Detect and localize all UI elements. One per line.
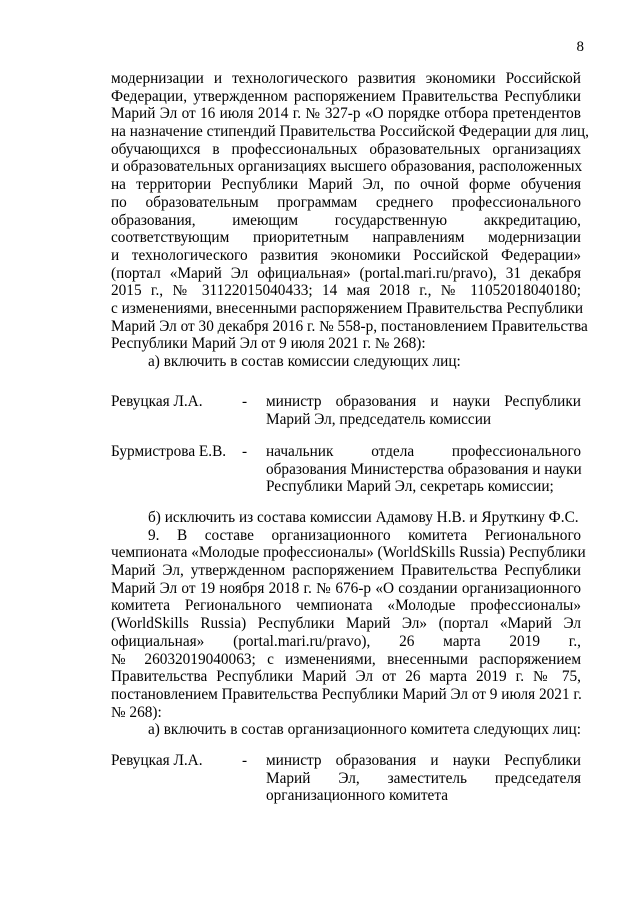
text-line: (WorldSkills Russia) Республики Марий Эл» (портал «Марий Эл (111, 615, 581, 633)
text-line: № 268): (111, 703, 162, 721)
role-line: Республики Марий Эл, секретарь комиссии; (266, 478, 554, 496)
item-a-commission: а) включить в состав комиссии следующих лиц: (148, 353, 461, 370)
text-line: модернизации и технологического развития экономики Российской (111, 70, 581, 87)
text-line: с изменениями, внесенными распоряжением Правительства Республики (111, 299, 584, 317)
member-name: Ревуцкая Л.А. (111, 752, 203, 769)
text-line: Марий Эл, утвержденном распоряжением Правительства Республики (111, 562, 581, 580)
member-dash: - (242, 752, 248, 769)
page-number: 8 (576, 39, 584, 55)
role-line: министр образования и науки Республики (266, 752, 581, 769)
member-dash: - (242, 443, 248, 460)
member-role (266, 393, 581, 428)
item-a-committee: а) включить в состав организационного комитета следующих лиц: (148, 721, 581, 739)
paragraph-continuation (111, 70, 589, 371)
role-line: образования Министерства образования и науки (266, 460, 582, 478)
text-line: обучающихся в профессиональных образовательных организациях (111, 140, 581, 158)
role-line: министр образования и науки Республики (266, 393, 581, 410)
commission-members-list (111, 393, 581, 513)
member-name: Ревуцкая Л.А. (111, 393, 203, 410)
role-line: организационного комитета (266, 787, 448, 805)
member-row (111, 393, 581, 443)
text-line: соответствующим приоритетным направлениям модернизации (111, 229, 581, 247)
member-dash: - (242, 393, 248, 410)
text-line: Марий Эл от 30 декабря 2016 г. № 558-р, постановлением Правительства (111, 317, 588, 335)
text-line: на назначение стипендий Правительства Российской Федерации для лиц, (111, 123, 589, 141)
paragraph-9 (111, 509, 586, 739)
committee-members-list (111, 752, 581, 812)
member-role (266, 752, 581, 805)
member-name: Бурмистрова Е.В. (111, 443, 227, 460)
text-line: Федерации, утвержденном распоряжением Правительства Республики (111, 87, 581, 105)
text-line: постановлением Правительства Республики Марий Эл от 9 июля 2021 г. (111, 685, 582, 703)
text-line: № 26032019040063; с изменениями, внесенными распоряжением (111, 650, 581, 668)
text-line: образования, имеющим государственную аккредитацию, (111, 211, 581, 229)
text-line: Марий Эл от 16 июля 2014 г. № 327-р «О порядке отбора претендентов (111, 105, 581, 123)
text-line: Республики Марий Эл от 9 июля 2021 г. № 268): (111, 335, 426, 353)
member-row (111, 443, 581, 513)
text-line: Правительства Республики Марий Эл от 26 марта 2019 г. № 75, (111, 668, 581, 686)
role-line: начальник отдела профессионального (266, 443, 581, 460)
text-line: Марий Эл от 19 ноября 2018 г. № 676-р «О создании организационного (111, 579, 581, 597)
text-line: (портал «Марий Эл официальная» (portal.mari.ru/pravo), 31 декабря (111, 264, 581, 282)
text-line: чемпионата «Молодые профессионалы» (WorldSkills Russia) Республики (111, 544, 586, 562)
role-line: Марий Эл, заместитель председателя (266, 769, 581, 787)
text-line: и технологического развития экономики Российской Федерации» (111, 246, 581, 264)
member-row (111, 752, 581, 812)
text-line: официальная» (portal.mari.ru/pravo), 26 марта 2019 г., (111, 632, 581, 650)
text-line: комитета Регионального чемпионата «Молодые профессионалы» (111, 597, 581, 615)
text-line: и образовательных организациях высшего образования, расположенных (111, 158, 583, 176)
text-line: на территории Республики Марий Эл, по очной форме обучения (111, 176, 581, 194)
text-line: по образовательным программам среднего профессионального (111, 193, 581, 211)
text-line: 9. В составе организационного комитета Регионального (148, 526, 581, 544)
item-b-exclude: б) исключить из состава комиссии Адамову Н.В. и Яруткину Ф.С. (148, 509, 579, 526)
text-line: 2015 г., № 31122015040433; 14 мая 2018 г., № 11052018040180; (111, 282, 581, 300)
member-role (266, 443, 581, 496)
role-line: Марий Эл, председатель комиссии (266, 410, 492, 428)
